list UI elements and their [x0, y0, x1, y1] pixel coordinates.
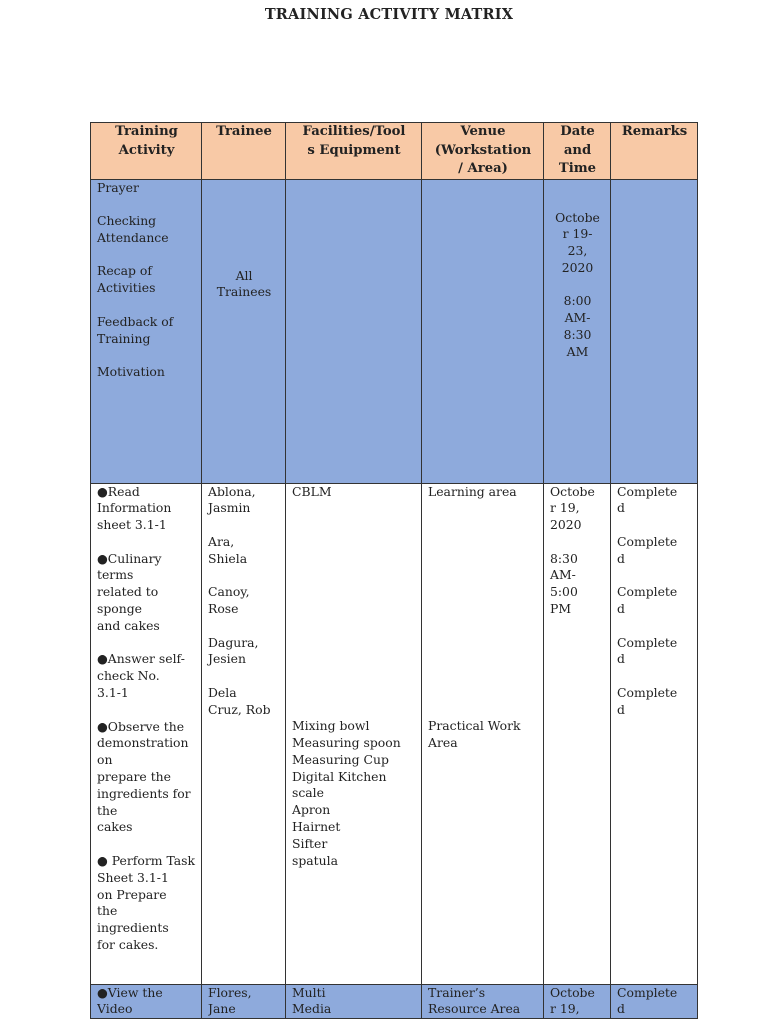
row1-date-time: [544, 179, 611, 483]
remark-item: Complete d: [617, 634, 678, 667]
trainee-name: Dela Cruz, Rob: [208, 685, 271, 717]
activity-item: ●Observe the demonstration on prepare the ingredients for the cakes: [97, 718, 191, 835]
row2-facilities: [286, 483, 422, 984]
row1-venue: [422, 179, 544, 483]
header-training-activity: Training Activity: [91, 123, 202, 180]
row1-time: 8:00 AM- 8:30 AM: [563, 293, 592, 359]
row3-venue: [422, 984, 544, 1018]
row3-date-text: Octobe r 19,: [550, 984, 595, 1017]
activity-item: ●Answer self- check No. 3.1-1: [97, 651, 185, 701]
row1-remarks: [611, 179, 698, 483]
facility-cblm: CBLM: [292, 483, 332, 499]
row3-date: [544, 984, 611, 1018]
row2-trainees: [202, 483, 286, 984]
header-remarks: Remarks: [611, 123, 698, 180]
activity-item: ● Perform Task Sheet 3.1-1 on Prepare the ingredients for cakes.: [97, 853, 195, 953]
facility-equipment-list: Mixing bowl Measuring spoon Measuring Cup Digital Kitchen scale Apron Hairnet Sifter spatula: [292, 718, 401, 868]
row2-venue: [422, 483, 544, 984]
header-facilities: Facilities/Tool s Equipment: [286, 123, 422, 180]
activity-item: Recap of Activities: [97, 263, 156, 296]
row3-activity: [91, 984, 202, 1018]
trainee-name: Ablona, Jasmin: [208, 483, 256, 516]
table-row: [91, 984, 698, 1018]
remark-item: Complete d: [617, 533, 678, 566]
row2-remarks: [611, 483, 698, 984]
table-row: [91, 179, 698, 483]
row1-trainee: All Trainees: [202, 179, 286, 483]
row2-activities: [91, 483, 202, 984]
activity-item: ●Culinary terms related to sponge and cakes: [97, 550, 162, 633]
activity-item: Feedback of Training: [97, 313, 174, 346]
activity-item: ●Read Information sheet 3.1-1: [97, 483, 172, 533]
remark-item: Complete d: [617, 685, 678, 717]
training-activity-table: [90, 122, 698, 1019]
header-date-time: Date and Time: [544, 123, 611, 180]
row3-remarks-text: Complete d: [617, 984, 678, 1017]
row3-activity-text: ●View the Video: [97, 984, 163, 1017]
row3-facilities-text: Multi Media: [292, 984, 332, 1017]
row3-facilities: [286, 984, 422, 1018]
table-header-row: [91, 123, 698, 180]
row1-activities: [91, 179, 202, 483]
row3-venue-text: Trainer’s Resource Area: [428, 984, 521, 1017]
venue-practical-area: Practical Work Area: [428, 718, 521, 751]
remark-item: Complete d: [617, 584, 678, 617]
venue-learning-area: Learning area: [428, 483, 517, 499]
remark-item: Complete d: [617, 483, 678, 516]
trainee-name: Ara, Shiela: [208, 533, 248, 566]
header-venue: Venue (Workstation / Area): [422, 123, 544, 180]
row3-remarks: [611, 984, 698, 1018]
row2-date: Octobe r 19, 2020: [550, 483, 595, 533]
activity-item: Checking Attendance: [97, 213, 169, 245]
table-row: [91, 483, 698, 984]
header-trainee: Trainee: [202, 123, 286, 180]
row1-date: Octobe r 19- 23, 2020: [555, 209, 600, 275]
activity-item: Prayer: [97, 179, 139, 195]
page-title: TRAINING ACTIVITY MATRIX: [264, 6, 514, 23]
row2-date-time: [544, 483, 611, 984]
trainee-name: Dagura, Jesien: [208, 634, 259, 667]
trainee-name: Canoy, Rose: [208, 584, 250, 617]
row3-trainee-text: Flores, Jane: [208, 984, 252, 1017]
row1-facilities: [286, 179, 422, 483]
activity-item: Motivation: [97, 364, 165, 380]
row3-trainee: [202, 984, 286, 1018]
row2-time: 8:30 AM- 5:00 PM: [550, 550, 578, 617]
